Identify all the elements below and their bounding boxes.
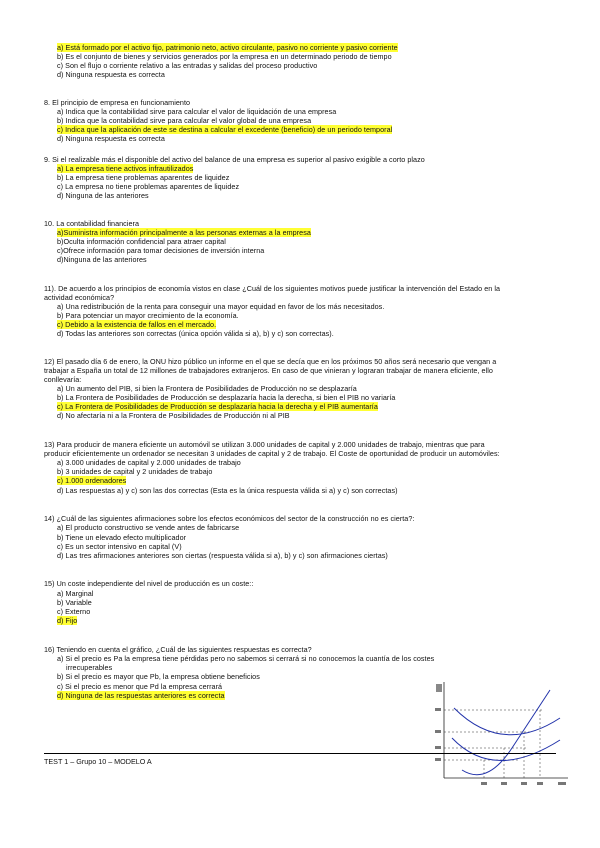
q7-option-c: c) Son el flujo o corriente relativo a las entradas y salidas del proceso productivo <box>57 61 318 70</box>
q12-option-a: a) Un aumento del PIB, si bien la Frontera de Posibilidades de Producción no se desplazaría <box>57 384 357 393</box>
q8-option-d: d) Ninguna respuesta es correcta <box>57 134 165 143</box>
q7-option-a: a) Está formado por el activo fijo, patrimonio neto, activo circulante, pasivo no corriente y pasivo corriente <box>57 43 398 52</box>
q11-title-line1: 11). De acuerdo a los principios de economía vistos en clase ¿Cuál de los siguientes motivos puede justificar la intervención del Estado en la <box>44 284 501 293</box>
q11-option-c: c) Debido a la existencia de fallos en el mercado. <box>57 320 217 329</box>
q15-title: 15) Un coste independiente del nivel de producción es un coste:: <box>44 579 254 588</box>
q12-title-line3: conllevaría: <box>44 375 82 384</box>
q14-option-a: a) El producto constructivo se vende antes de fabricarse <box>57 523 240 532</box>
label-mark-q4 <box>537 782 543 785</box>
q12-option-b: b) La Frontera de Posibilidades de Producción se desplazaría hacia la derecha, si bien el PIB no variaría <box>57 393 396 402</box>
q14-option-c: c) Es un sector intensivo en capital (V) <box>57 542 182 551</box>
q8-title: 8. El principio de empresa en funcionamiento <box>44 98 191 107</box>
q13-title-line1: 13) Para producir de manera eficiente un automóvil se utilizan 3.000 unidades de capital y 2.000 unidades de trabajo, mientras que para <box>44 440 485 449</box>
q15-option-d: d) Fijo <box>57 616 78 625</box>
q7-option-d: d) Ninguna respuesta es correcta <box>57 70 165 79</box>
label-mark-pd <box>435 758 441 761</box>
q13-option-a: a) 3.000 unidades de capital y 2.000 unidades de trabajo <box>57 458 241 467</box>
cost-curves-graph <box>432 678 572 794</box>
q16-option-a: a) Si el precio es Pa la empresa tiene pérdidas pero no sabemos si cerrará si no conocemos la cuantía de los costes <box>57 654 435 663</box>
q10-option-a: a)Suministra información principalmente a las personas externas a la empresa <box>57 228 311 237</box>
q8-option-a: a) Indica que la contabilidad sirve para calcular el valor de liquidación de una empresa <box>57 107 337 116</box>
q8-option-b: b) Indica que la contabilidad sirve para calcular el valor global de una empresa <box>57 116 312 125</box>
q15-option-b: b) Variable <box>57 598 92 607</box>
q8-option-c: c) Indica que la aplicación de este se destina a calcular el excedente (beneficio) de un periodo temporal <box>57 125 393 134</box>
q16-option-a-cont: irrecuperables <box>66 663 113 672</box>
q9-option-a: a) La empresa tiene activos infrautilizados <box>57 164 194 173</box>
q10-option-c: c)Ofrece información para tomar decisiones de inversión interna <box>57 246 265 255</box>
label-mark-q1 <box>481 782 487 785</box>
q14-option-b: b) Tiene un elevado efecto multiplicador <box>57 533 187 542</box>
q16-option-d: d) Ninguna de las respuestas anteriores es correcta <box>57 691 225 700</box>
label-mark-pb <box>435 730 441 733</box>
label-mark-pa <box>435 708 441 711</box>
q9-option-b: b) La empresa tiene problemas aparentes de liquidez <box>57 173 230 182</box>
q15-option-c: c) Externo <box>57 607 91 616</box>
q9-option-c: c) La empresa no tiene problemas aparentes de liquidez <box>57 182 240 191</box>
q7-option-b: b) Es el conjunto de bienes y servicios generados por la empresa en un determinado periodo de tiempo <box>57 52 392 61</box>
q9-option-d: d) Ninguna de las anteriores <box>57 191 149 200</box>
label-mark-axis-y <box>436 684 442 692</box>
q15-option-a: a) Marginal <box>57 589 94 598</box>
q11-title-line2: actividad económica? <box>44 293 115 302</box>
q12-title-line2: trabajar a España un total de 12 millones de trabajadores extranjeros. En caso de que vinieran y lograran trabajar de manera eficiente, ello <box>44 366 493 375</box>
label-mark-axis-x <box>558 782 566 785</box>
q10-title: 10. La contabilidad financiera <box>44 219 140 228</box>
q13-option-c: c) 1.000 ordenadores <box>57 476 127 485</box>
q10-option-d: d)Ninguna de las anteriores <box>57 255 147 264</box>
q13-option-d: d) Las respuestas a) y c) son las dos correctas (Esta es la única respuesta válida si a) y c) son correctas) <box>57 486 398 495</box>
q11-option-a: a) Una redistribución de la renta para conseguir una mayor equidad en favor de los más necesitados. <box>57 302 385 311</box>
label-mark-q2 <box>501 782 507 785</box>
marginal-cost-curve <box>462 690 550 775</box>
label-mark-pc <box>435 746 441 749</box>
q14-title: 14) ¿Cuál de las siguientes afirmaciones sobre los efectos económicos del sector de la construcción no es cierta?: <box>44 514 415 523</box>
average-total-cost-curve <box>454 708 560 735</box>
q9-title: 9. Si el realizable más el disponible del activo del balance de una empresa es superior al pasivo exigible a corto plazo <box>44 155 425 164</box>
footer-rule <box>44 753 556 754</box>
q16-title: 16) Teniendo en cuenta el gráfico, ¿Cuál de las siguientes respuestas es correcta? <box>44 645 312 654</box>
q12-title-line1: 12) El pasado día 6 de enero, la ONU hizo público un informe en el que se decía que en los próximos 50 años será necesario que vengan a <box>44 357 497 366</box>
q12-option-d: d) No afectaría ni a la Frontera de Posibilidades de Producción ni al PIB <box>57 411 290 420</box>
q14-option-d: d) Las tres afirmaciones anteriores son ciertas (respuesta válida si a), b) y c) son afirmaciones ciertas) <box>57 551 388 560</box>
q11-option-d: d) Todas las anteriores son correctas (única opción válida si a), b) y c) son correctas). <box>57 329 334 338</box>
q11-option-b: b) Para potenciar un mayor crecimiento de la economía. <box>57 311 239 320</box>
q13-option-b: b) 3 unidades de capital y 2 unidades de trabajo <box>57 467 213 476</box>
footer-text: TEST 1 – Grupo 10 – MODELO A <box>44 757 152 766</box>
q10-option-b: b)Oculta información confidencial para atraer capital <box>57 237 226 246</box>
q12-option-c: c) La Frontera de Posibilidades de Producción se desplazaría hacia la derecha y el PIB aumentaría <box>57 402 378 411</box>
q13-title-line2: producir eficientemente un ordenador se necesitan 3 unidades de capital y 2 de trabajo. El Coste de oportunidad de producir un automóviles: <box>44 449 500 458</box>
label-mark-q3 <box>521 782 527 785</box>
q16-option-b: b) Si el precio es mayor que Pb, la empresa obtiene beneficios <box>57 672 260 681</box>
q16-option-c: c) Si el precio es menor que Pd la empresa cerrará <box>57 682 223 691</box>
